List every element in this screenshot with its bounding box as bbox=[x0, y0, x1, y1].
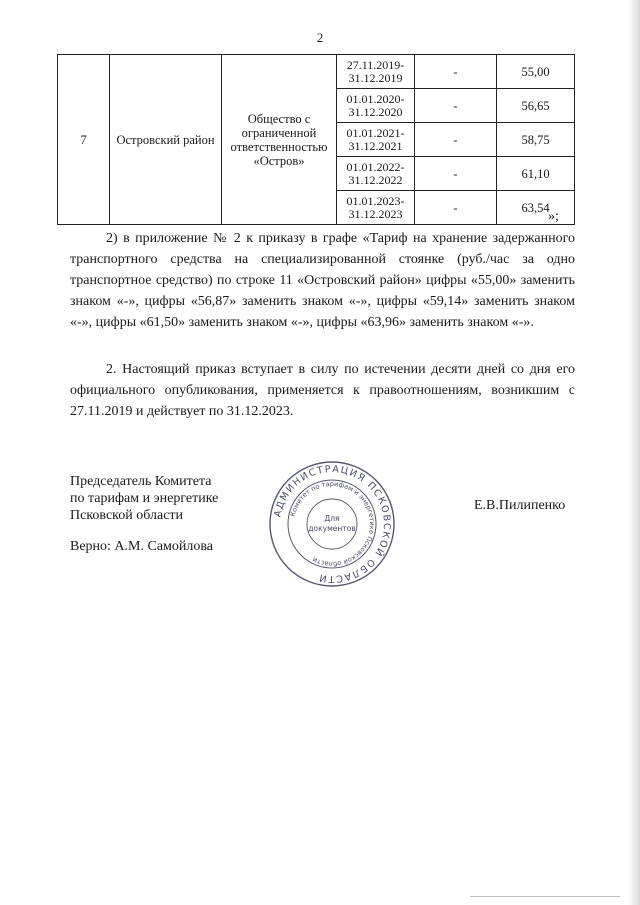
period-cell bbox=[337, 191, 415, 225]
period-start: 01.01.2020- bbox=[346, 91, 405, 106]
period-end: 31.12.2019 bbox=[348, 70, 403, 85]
seal-center-line: Для bbox=[324, 514, 340, 523]
period-start: 27.11.2019- bbox=[346, 57, 405, 72]
paragraph-effective-date: 2. Настоящий приказ вступает в силу по истечении десяти дней со дня его официального опубликования, применяется к правоотношениям, возникшим с 27.11.2019 и действует по 31.12.2023. bbox=[70, 362, 575, 419]
signatory-position bbox=[70, 473, 218, 524]
position-line: по тарифам и энергетике bbox=[70, 491, 219, 506]
period-cell bbox=[337, 89, 415, 123]
seal-outer-text: АДМИНИСТРАЦИЯ ПСКОВСКОЙ ОБЛАСТИ bbox=[272, 463, 393, 585]
row-number-cell: 7 bbox=[58, 55, 110, 225]
tariff-table bbox=[57, 54, 575, 225]
dash-cell: - bbox=[415, 157, 497, 191]
tariff-value-cell: 56,65 bbox=[497, 89, 575, 123]
organization-line: «Остров» bbox=[253, 153, 305, 168]
signatory-name: Е.В.Пилипенко bbox=[474, 498, 566, 513]
scan-edge-shadow bbox=[628, 0, 640, 905]
period-end: 31.12.2023 bbox=[348, 206, 403, 221]
period-start: 01.01.2022- bbox=[346, 159, 405, 174]
tariff-value-cell: 63,54 bbox=[497, 191, 575, 225]
period-end: 31.12.2021 bbox=[348, 138, 403, 153]
dash-cell: - bbox=[415, 123, 497, 157]
tariff-value-cell: 55,00 bbox=[497, 55, 575, 89]
official-seal bbox=[268, 460, 396, 588]
period-end: 31.12.2022 bbox=[348, 172, 403, 187]
period-end: 31.12.2020 bbox=[348, 104, 403, 119]
tariff-table-body bbox=[58, 55, 575, 225]
period-cell bbox=[337, 55, 415, 89]
seal-center-line: документов bbox=[308, 524, 356, 533]
page-number: 2 bbox=[316, 30, 324, 45]
closing-quote: »; bbox=[548, 209, 559, 224]
period-cell bbox=[337, 123, 415, 157]
tariff-value-cell: 58,75 bbox=[497, 123, 575, 157]
table-row bbox=[58, 55, 575, 89]
period-start: 01.01.2021- bbox=[346, 125, 405, 140]
organization-line: ограниченной bbox=[241, 125, 317, 140]
organization-line: ответственностью bbox=[230, 139, 328, 154]
verified-by: Верно: А.М. Самойлова bbox=[70, 539, 214, 554]
paragraph-amendment: 2) в приложение № 2 к приказу в графе «Тариф на хранение задержанного транспортного средства на специализированной стоянке (руб./час за одно транспортное средство) по строке 11 «Островский район» цифры «55,00» заменить знаком «-», цифры «56,87» заменить знаком «-», цифры «59,14» заменить знаком «-», цифры «61,50» заменить знаком «-», цифры «63,96» заменить знаком «-». bbox=[70, 231, 575, 330]
seal-inner-text: Комитет по тарифам и энергетике Псковской области bbox=[288, 479, 377, 569]
period-cell bbox=[337, 157, 415, 191]
period-start: 01.01.2023- bbox=[346, 193, 405, 208]
dash-cell: - bbox=[415, 55, 497, 89]
organization-cell bbox=[222, 55, 337, 225]
position-line: Псковской области bbox=[70, 508, 184, 523]
district-cell: Островский район bbox=[110, 55, 222, 225]
position-line: Председатель Комитета bbox=[70, 474, 212, 489]
scan-artifact-line bbox=[470, 896, 620, 897]
dash-cell: - bbox=[415, 89, 497, 123]
tariff-value-cell: 61,10 bbox=[497, 157, 575, 191]
organization-line: Общество с bbox=[247, 111, 311, 126]
dash-cell: - bbox=[415, 191, 497, 225]
